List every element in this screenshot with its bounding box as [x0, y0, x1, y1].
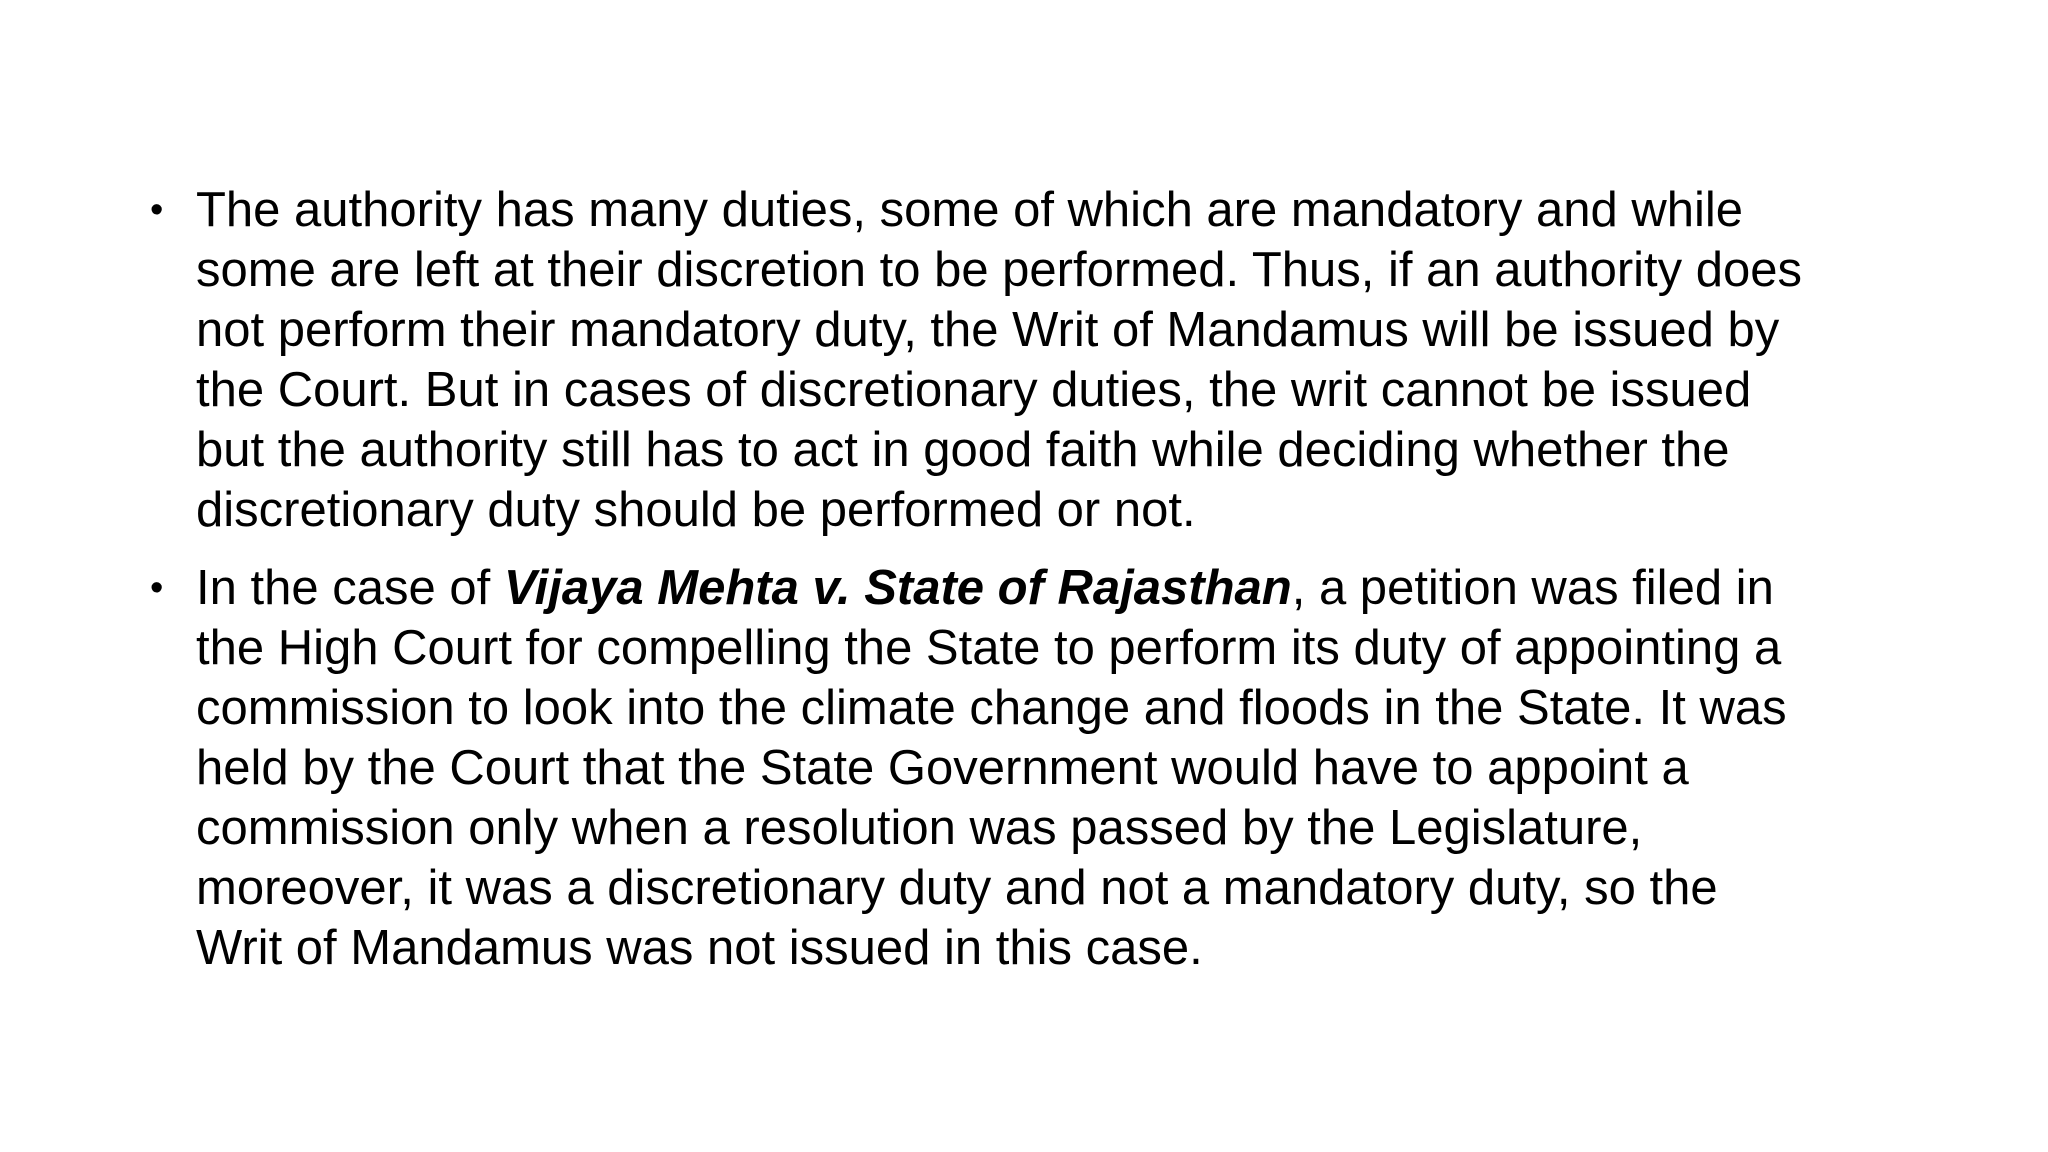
text-line: some are left at their discretion to be performed. Thus, if an authority does — [196, 243, 1803, 297]
text-line-first — [196, 558, 1910, 618]
text-suffix: , a petition was filed in — [1291, 561, 1774, 615]
slide-content — [150, 180, 1910, 996]
text-line: held by the Court that the State Government would have to appoint a — [196, 741, 1689, 795]
bullet-point-2 — [150, 558, 1910, 978]
text-prefix: In the case of — [196, 561, 504, 615]
text-line: the Court. But in cases of discretionary duties, the writ cannot be issued — [196, 363, 1752, 417]
text-line: not perform their mandatory duty, the Writ of Mandamus will be issued by — [196, 303, 1780, 357]
text-line: commission to look into the climate change and floods in the State. It was — [196, 681, 1787, 735]
text-line: commission only when a resolution was passed by the Legislature, — [196, 801, 1643, 855]
bullet-point-1 — [150, 180, 1910, 540]
text-line: The authority has many duties, some of which are mandatory and while — [196, 183, 1744, 237]
text-line: Writ of Mandamus was not issued in this case. — [196, 921, 1203, 975]
bullet-marker: • — [150, 567, 164, 609]
text-line: but the authority still has to act in good faith while deciding whether the — [196, 423, 1730, 477]
text-line: the High Court for compelling the State to perform its duty of appointing a — [196, 621, 1782, 675]
bullet-marker: • — [150, 189, 164, 231]
text-line: discretionary duty should be performed or not. — [196, 483, 1196, 537]
case-name: Vijaya Mehta v. State of Rajasthan — [503, 561, 1292, 615]
text-line: moreover, it was a discretionary duty and not a mandatory duty, so the — [196, 861, 1718, 915]
